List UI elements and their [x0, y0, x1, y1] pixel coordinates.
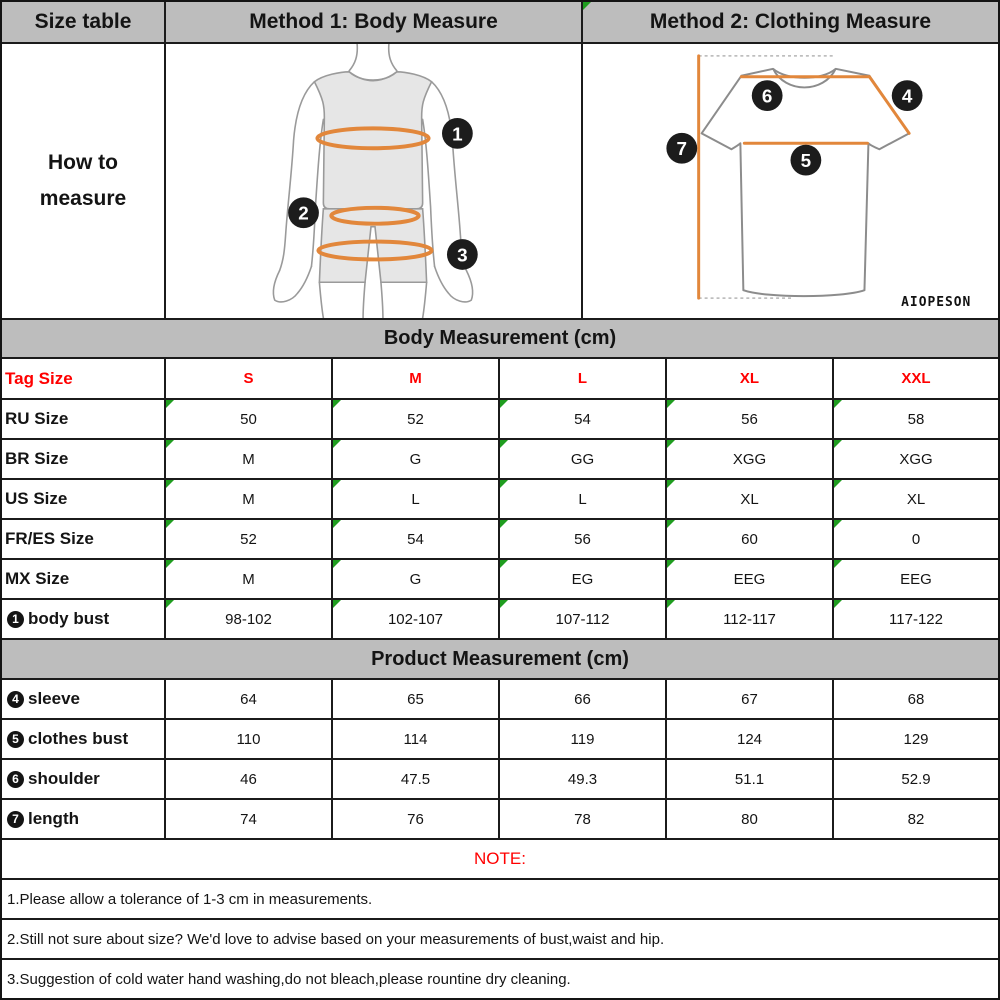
error-triangle-icon: [333, 520, 341, 528]
marker-7-num: 7: [676, 138, 688, 160]
size-table-header: Size table: [2, 2, 166, 44]
cell-value: 66: [500, 680, 667, 720]
error-triangle-icon: [166, 560, 174, 568]
cell-value: 52.9: [834, 760, 998, 800]
error-triangle-icon: [333, 600, 341, 608]
table-row-clothes-bust: [2, 720, 998, 760]
clothing-measure-figure: [583, 44, 998, 320]
method1-header: Method 1: Body Measure: [166, 2, 583, 44]
marker-1-num: 1: [452, 123, 463, 145]
cell-value: 80: [667, 800, 834, 840]
cell-value: 78: [500, 800, 667, 840]
circled-num-icon: 5: [7, 731, 24, 748]
row-label: length: [28, 809, 79, 828]
error-triangle-icon: [500, 600, 508, 608]
cell-value: 98-102: [166, 600, 333, 640]
cell-value: 68: [834, 680, 998, 720]
cell-value: L: [333, 480, 500, 520]
cell-value: 56: [667, 400, 834, 440]
row-label: RU Size: [5, 409, 69, 428]
cell-value: M: [166, 440, 333, 480]
note-item-1: 1.Please allow a tolerance of 1-3 cm in measurements.: [2, 880, 998, 920]
table-row-shoulder: [2, 760, 998, 800]
illustration-row: [2, 44, 998, 320]
cell-value: 82: [834, 800, 998, 840]
cell-value: 56: [500, 520, 667, 560]
error-triangle-icon: [500, 480, 508, 488]
row-label: BR Size: [5, 449, 69, 468]
error-triangle-icon: [166, 480, 174, 488]
cell-value: 65: [333, 680, 500, 720]
error-triangle-icon: [834, 560, 842, 568]
cell-value: 54: [500, 400, 667, 440]
brand-label: AIOPESON: [901, 295, 972, 311]
cell-value: G: [333, 560, 500, 600]
note-item-3: 3.Suggestion of cold water hand washing,do not bleach,please rountine dry cleaning.: [7, 970, 571, 988]
error-triangle-icon: [166, 400, 174, 408]
product-measurement-title: Product Measurement (cm): [2, 640, 998, 680]
table-row-fres-size: [2, 520, 998, 560]
cell-value: 50: [166, 400, 333, 440]
cell-value: 74: [166, 800, 333, 840]
error-triangle-icon: [667, 520, 675, 528]
error-triangle-icon: [166, 440, 174, 448]
error-triangle-icon: [667, 480, 675, 488]
note-title: NOTE:: [2, 840, 998, 880]
size-col-s: S: [166, 359, 333, 400]
table-row-ru-size: [2, 400, 998, 440]
circled-num-icon: 4: [7, 691, 24, 708]
marker-4-num: 4: [901, 85, 913, 107]
cell-value: 52: [333, 400, 500, 440]
how-to-measure-label: How to measure: [2, 44, 166, 320]
error-triangle-icon: [500, 400, 508, 408]
error-triangle-icon: [333, 400, 341, 408]
cell-value: 51.1: [667, 760, 834, 800]
tee-outline: [702, 69, 909, 296]
cell-value: M: [166, 560, 333, 600]
marker-5-num: 5: [800, 150, 812, 172]
error-triangle-icon: [333, 560, 341, 568]
error-triangle-icon: [667, 560, 675, 568]
cell-value: 49.3: [500, 760, 667, 800]
cell-value: EG: [500, 560, 667, 600]
cell-value: 67: [667, 680, 834, 720]
row-label: MX Size: [5, 569, 70, 588]
error-triangle-icon: [500, 440, 508, 448]
circled-num-icon: 1: [7, 611, 24, 628]
method2-header: [583, 2, 998, 44]
error-triangle-icon: [667, 400, 675, 408]
row-label: sleeve: [28, 689, 80, 708]
tag-size-row: [2, 359, 998, 400]
note-item-2: 2.Still not sure about size? We'd love to advise based on your measurements of bust,waist and hip.: [2, 920, 998, 960]
cell-value: XGG: [667, 440, 834, 480]
body-measurement-title: Body Measurement (cm): [2, 320, 998, 359]
cell-value: 107-112: [500, 600, 667, 640]
cell-value: XGG: [834, 440, 998, 480]
tag-size-label: Tag Size: [2, 359, 166, 400]
cell-value: M: [166, 480, 333, 520]
cell-value: 110: [166, 720, 333, 760]
method2-header-label: Method 2: Clothing Measure: [649, 10, 932, 33]
error-triangle-icon: [667, 600, 675, 608]
size-col-m: M: [333, 359, 500, 400]
cell-value: 46: [166, 760, 333, 800]
cell-value: 60: [667, 520, 834, 560]
row-label: US Size: [5, 489, 68, 508]
row-label: body bust: [28, 609, 110, 628]
error-triangle-icon: [333, 440, 341, 448]
error-triangle-icon: [667, 440, 675, 448]
size-col-xxl: XXL: [834, 359, 998, 400]
table-row-mx-size: [2, 560, 998, 600]
error-triangle-icon: [166, 520, 174, 528]
marker-2-num: 2: [298, 202, 309, 224]
cell-value: 54: [333, 520, 500, 560]
cell-value: 47.5: [333, 760, 500, 800]
cell-value: L: [500, 480, 667, 520]
size-col-xl: XL: [667, 359, 834, 400]
top-header-row: [2, 2, 998, 44]
body-measure-figure: [166, 44, 583, 320]
error-triangle-icon: [834, 440, 842, 448]
error-triangle-icon: [333, 480, 341, 488]
cell-value: 114: [333, 720, 500, 760]
table-row-br-size: [2, 440, 998, 480]
cell-value: 64: [166, 680, 333, 720]
circled-num-icon: 6: [7, 771, 24, 788]
marker-6-num: 6: [761, 85, 773, 107]
error-triangle-icon: [834, 600, 842, 608]
cell-value: EEG: [667, 560, 834, 600]
cell-value: 129: [834, 720, 998, 760]
cell-value: 52: [166, 520, 333, 560]
cell-value: 119: [500, 720, 667, 760]
size-col-l: L: [500, 359, 667, 400]
cell-value: XL: [834, 480, 998, 520]
row-label: shoulder: [28, 769, 100, 788]
error-triangle-icon: [834, 480, 842, 488]
cell-value: 117-122: [834, 600, 998, 640]
cell-value: GG: [500, 440, 667, 480]
error-triangle-icon: [500, 520, 508, 528]
cell-value: 102-107: [333, 600, 500, 640]
circled-num-icon: 7: [7, 811, 24, 828]
body-outline: [273, 44, 472, 318]
cell-value: XL: [667, 480, 834, 520]
table-row-length: [2, 800, 998, 840]
cell-value: 112-117: [667, 600, 834, 640]
cell-value: 124: [667, 720, 834, 760]
table-row-body-bust: [2, 600, 998, 640]
row-label: FR/ES Size: [5, 529, 94, 548]
marker-3-num: 3: [457, 244, 468, 266]
error-triangle-icon: [166, 600, 174, 608]
error-triangle-icon: [834, 520, 842, 528]
cell-value: EEG: [834, 560, 998, 600]
table-row-sleeve: [2, 680, 998, 720]
error-triangle-icon: [500, 560, 508, 568]
tee-figure-svg: [583, 44, 998, 318]
cell-value: G: [333, 440, 500, 480]
cell-value: 76: [333, 800, 500, 840]
error-triangle-icon: [834, 400, 842, 408]
cell-value: 0: [834, 520, 998, 560]
body-figure-svg: [166, 44, 581, 318]
cell-value: 58: [834, 400, 998, 440]
row-label: clothes bust: [28, 729, 129, 748]
table-row-us-size: [2, 480, 998, 520]
error-triangle-icon: [583, 2, 591, 10]
